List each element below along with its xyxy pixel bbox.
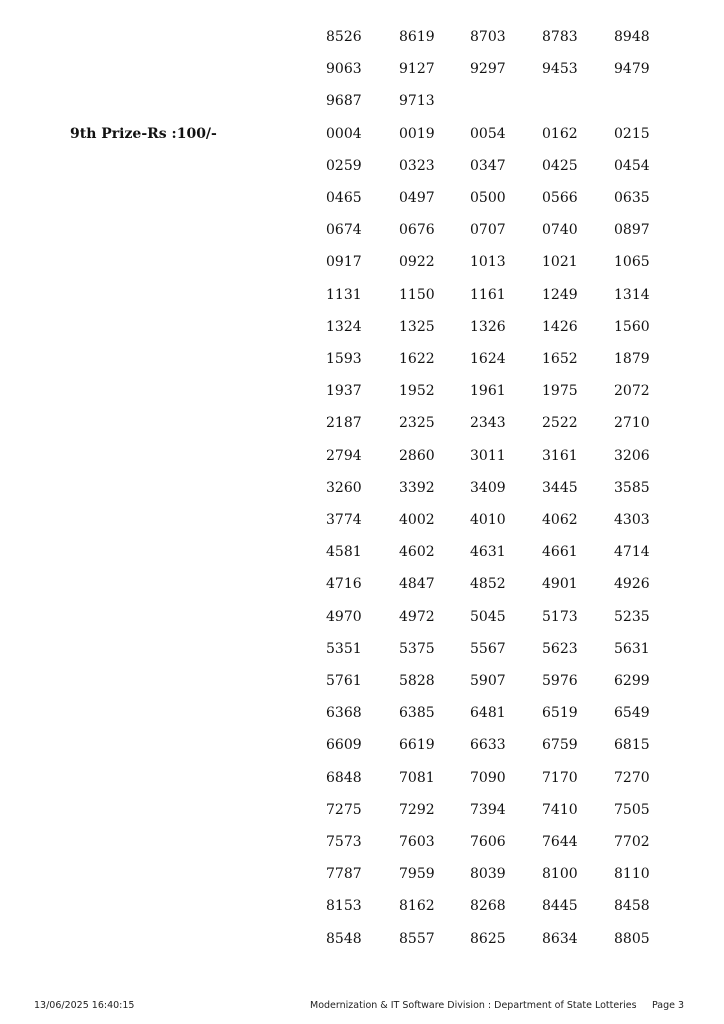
- ticket-number: 4714: [614, 544, 650, 561]
- ticket-number: 1065: [614, 254, 650, 271]
- ticket-number: 9713: [399, 93, 435, 110]
- ticket-number: 9687: [326, 93, 362, 110]
- ticket-number: 0635: [614, 190, 650, 206]
- ticket-number: 0740: [542, 222, 578, 239]
- table-row: [0, 832, 724, 864]
- ticket-number: 8110: [614, 866, 650, 883]
- ticket-number: 8458: [614, 898, 650, 915]
- ticket-number: 7644: [542, 834, 578, 850]
- ticket-number: 5173: [542, 608, 578, 625]
- ticket-number: 3260: [326, 479, 362, 496]
- ticket-number: 8526: [326, 29, 362, 45]
- ticket-number: 9453: [542, 61, 578, 78]
- table-row: [0, 252, 724, 284]
- ticket-number: 5351: [326, 640, 362, 657]
- ticket-number: 7394: [470, 801, 506, 818]
- ticket-number: 1249: [542, 286, 578, 303]
- ticket-number: 0004: [326, 125, 362, 142]
- ticket-number: 4972: [399, 608, 435, 625]
- ticket-number: 7275: [326, 801, 362, 818]
- table-row: [0, 478, 724, 510]
- ticket-number: 5045: [470, 608, 506, 625]
- ticket-number: 0500: [470, 190, 506, 206]
- table-row: [0, 381, 724, 413]
- ticket-number: 5907: [470, 673, 506, 689]
- ticket-number: 6848: [326, 769, 362, 786]
- ticket-number: 6385: [399, 705, 435, 722]
- table-row: [0, 59, 724, 91]
- ticket-number: 1879: [614, 351, 650, 367]
- ticket-number: 8153: [326, 898, 362, 915]
- ticket-number: 7702: [614, 834, 650, 850]
- ticket-number: 0674: [326, 222, 362, 239]
- ticket-number: 0497: [399, 190, 435, 206]
- ticket-number: 8805: [614, 930, 650, 947]
- ticket-number: 8548: [326, 930, 362, 947]
- ticket-number: 8948: [614, 29, 650, 45]
- ticket-number: 2187: [326, 415, 362, 432]
- ticket-number: 7081: [399, 769, 435, 786]
- ticket-number: 7292: [399, 801, 435, 818]
- ticket-number: 5828: [399, 673, 435, 689]
- ticket-number: 8625: [470, 930, 506, 947]
- ticket-number: 4970: [326, 608, 362, 625]
- ticket-number: 0054: [470, 125, 506, 142]
- ticket-number: 0917: [326, 254, 362, 271]
- ticket-number: 7606: [470, 834, 506, 850]
- ticket-number: 8039: [470, 866, 506, 883]
- ticket-number: 9479: [614, 61, 650, 78]
- ticket-number: 8162: [399, 898, 435, 915]
- table-row: [0, 574, 724, 606]
- ticket-number: 1325: [399, 318, 435, 335]
- ticket-number: 4062: [542, 512, 578, 528]
- ticket-number: 7505: [614, 801, 650, 818]
- ticket-number: 2860: [399, 447, 435, 464]
- ticket-number: 3445: [542, 479, 578, 496]
- table-row: [0, 413, 724, 445]
- ticket-number: 3011: [470, 447, 506, 464]
- table-row: [0, 542, 724, 574]
- ticket-number: 4716: [326, 576, 362, 593]
- ticket-number: 7787: [326, 866, 362, 883]
- ticket-number: 6368: [326, 705, 362, 722]
- ticket-number: 8268: [470, 898, 506, 915]
- table-row: [0, 27, 724, 59]
- ticket-number: 6299: [614, 673, 650, 689]
- ticket-number: 9297: [470, 61, 506, 78]
- ticket-number: 5631: [614, 640, 650, 657]
- table-row: [0, 864, 724, 896]
- ticket-number: 1314: [614, 286, 650, 303]
- ticket-number: 0425: [542, 157, 578, 174]
- ticket-number: 4010: [470, 512, 506, 528]
- ticket-number: 3206: [614, 447, 650, 464]
- ticket-number: 6481: [470, 705, 506, 722]
- ticket-number: 5567: [470, 640, 506, 657]
- ticket-number: 0323: [399, 157, 435, 174]
- table-row: [0, 285, 724, 317]
- ticket-number: 7170: [542, 769, 578, 786]
- ticket-number: 2325: [399, 415, 435, 432]
- footer-timestamp: 13/06/2025 16:40:15: [34, 1000, 135, 1011]
- ticket-number: 1426: [542, 318, 578, 335]
- ticket-number: 2794: [326, 447, 362, 464]
- ticket-number: 3392: [399, 479, 435, 496]
- table-row: [0, 768, 724, 800]
- ticket-number: 4602: [399, 544, 435, 561]
- ticket-number: 1593: [326, 351, 362, 367]
- ticket-number: 9063: [326, 61, 362, 78]
- ticket-number: 1150: [399, 286, 435, 303]
- ticket-number: 1013: [470, 254, 506, 271]
- table-row: [0, 639, 724, 671]
- ticket-number: 2522: [542, 415, 578, 432]
- ticket-number: 6619: [399, 737, 435, 754]
- ticket-number: 0162: [542, 125, 578, 142]
- ticket-number: 1622: [399, 351, 435, 367]
- ticket-number: 0566: [542, 190, 578, 206]
- ticket-number: 4631: [470, 544, 506, 561]
- ticket-number: 5235: [614, 608, 650, 625]
- table-row: [0, 317, 724, 349]
- table-row: [0, 896, 724, 928]
- ticket-number: 1652: [542, 351, 578, 367]
- ticket-number: 1560: [614, 318, 650, 335]
- ticket-number: 7603: [399, 834, 435, 850]
- ticket-number: 8619: [399, 29, 435, 45]
- ticket-number: 6815: [614, 737, 650, 754]
- ticket-number: 5976: [542, 673, 578, 689]
- ticket-number: 4926: [614, 576, 650, 593]
- ticket-number: 6519: [542, 705, 578, 722]
- footer-page-number: Page 3: [652, 1000, 685, 1011]
- ticket-number: 1324: [326, 318, 362, 335]
- ticket-number: 4847: [399, 576, 435, 593]
- ticket-number: 4581: [326, 544, 362, 561]
- ticket-number: 0922: [399, 254, 435, 271]
- ticket-number: 0707: [470, 222, 506, 239]
- ticket-number: 1161: [470, 286, 506, 303]
- footer-organization: Modernization & IT Software Division : Department of State Lotteries: [310, 1000, 637, 1011]
- ticket-number: 4661: [542, 544, 578, 561]
- table-row: [0, 156, 724, 188]
- table-row: [0, 671, 724, 703]
- ticket-number: 8557: [399, 930, 435, 947]
- ticket-number: 0259: [326, 157, 362, 174]
- ticket-number: 0019: [399, 125, 435, 142]
- table-row: [0, 124, 724, 156]
- ticket-number: 7270: [614, 769, 650, 786]
- ticket-number: 4852: [470, 576, 506, 593]
- ticket-number: 6549: [614, 705, 650, 722]
- ticket-number: 2710: [614, 415, 650, 432]
- table-row: [0, 188, 724, 220]
- ticket-number: 5761: [326, 673, 362, 689]
- ticket-number: 5623: [542, 640, 578, 657]
- ticket-number: 1326: [470, 318, 506, 335]
- ticket-number: 0897: [614, 222, 650, 239]
- ticket-number: 1961: [470, 383, 506, 400]
- table-row: [0, 446, 724, 478]
- ticket-number: 4901: [542, 576, 578, 593]
- ticket-number: 8445: [542, 898, 578, 915]
- ticket-number: 3409: [470, 479, 506, 496]
- ticket-number: 0676: [399, 222, 435, 239]
- prize-label: 9th Prize-Rs :100/-: [70, 125, 217, 142]
- table-row: [0, 91, 724, 123]
- table-row: [0, 510, 724, 542]
- ticket-number: 1952: [399, 383, 435, 400]
- ticket-number: 6633: [470, 737, 506, 754]
- ticket-number: 9127: [399, 61, 435, 78]
- ticket-number: 4002: [399, 512, 435, 528]
- table-row: [0, 735, 724, 767]
- ticket-number: 6609: [326, 737, 362, 754]
- ticket-number: 7090: [470, 769, 506, 786]
- table-row: [0, 220, 724, 252]
- ticket-number: 7410: [542, 801, 578, 818]
- ticket-number: 1131: [326, 286, 362, 303]
- ticket-number: 6759: [542, 737, 578, 754]
- table-row: [0, 703, 724, 735]
- ticket-number: 3585: [614, 479, 650, 496]
- ticket-number: 0465: [326, 190, 362, 206]
- ticket-number: 8634: [542, 930, 578, 947]
- ticket-number: 8783: [542, 29, 578, 45]
- table-row: [0, 929, 724, 961]
- ticket-number: 1624: [470, 351, 506, 367]
- ticket-number: 0454: [614, 157, 650, 174]
- ticket-number: 7959: [399, 866, 435, 883]
- ticket-number: 7573: [326, 834, 362, 850]
- ticket-number: 1021: [542, 254, 578, 271]
- ticket-number: 1937: [326, 383, 362, 400]
- ticket-number: 1975: [542, 383, 578, 400]
- ticket-number: 5375: [399, 640, 435, 657]
- ticket-number: 0215: [614, 125, 650, 142]
- table-row: [0, 607, 724, 639]
- ticket-number: 8100: [542, 866, 578, 883]
- ticket-number: 2072: [614, 383, 650, 400]
- table-row: [0, 800, 724, 832]
- ticket-number: 0347: [470, 157, 506, 174]
- table-row: [0, 349, 724, 381]
- ticket-number: 4303: [614, 512, 650, 528]
- ticket-number: 3161: [542, 447, 578, 464]
- ticket-number: 2343: [470, 415, 506, 432]
- ticket-number: 8703: [470, 29, 506, 45]
- ticket-number: 3774: [326, 512, 362, 528]
